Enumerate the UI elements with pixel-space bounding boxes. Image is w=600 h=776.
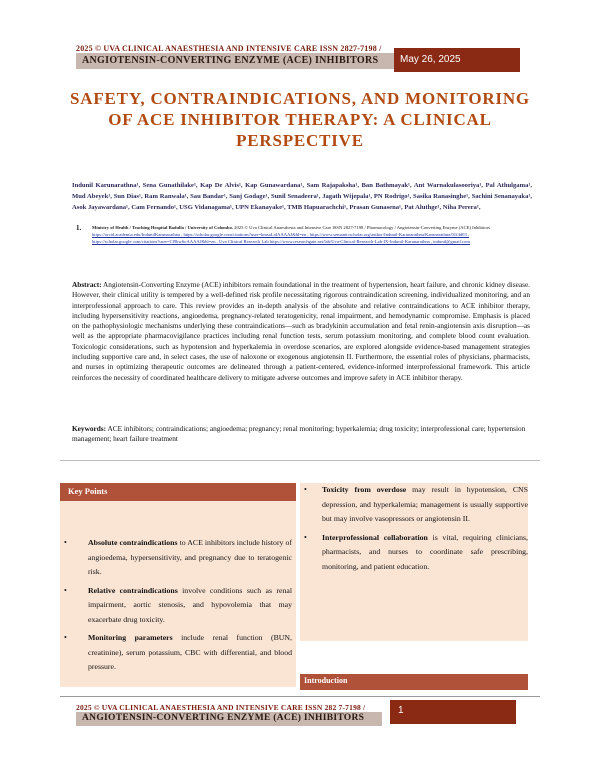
key-point-item xyxy=(60,536,292,580)
key-point-bold: Relative contraindications xyxy=(88,585,178,595)
page-number: 1 xyxy=(398,705,404,716)
key-point-text: include renal function (BUN, creatinine), serum potassium, CBC with differential, and blood pressure. xyxy=(88,633,292,671)
key-points-right-column xyxy=(300,483,528,578)
article-title xyxy=(60,88,540,151)
key-point-bold: Toxicity from overdose xyxy=(322,485,407,494)
affiliation-number: 1. xyxy=(76,224,82,232)
introduction-heading: Introduction xyxy=(304,676,348,685)
keywords-text: ACE inhibitors; contraindications; angioedema; pregnancy; renal monitoring; hyperkalemia; drug toxicity; interprofessional care; hypertension management; heart failure treatment xyxy=(72,424,526,444)
abstract-label: Abstract: xyxy=(72,280,102,289)
key-point-text: is vital, requiring clinicians, pharmacists, and nurses to coordinate safe prescribing, monitoring, and patient education. xyxy=(322,532,528,571)
affiliation-block xyxy=(92,224,532,245)
affiliation-journal: 2025 © Uva Clinical Anaesthesia and Intensive Care ISSN 2827-7198 / Pharmacology / Angiotensin-Converting Enzyme (ACE) Inhibitors xyxy=(234,225,491,230)
title-line-2: OF ACE INHIBITOR THERAPY: A CLINICAL xyxy=(108,110,492,129)
abstract xyxy=(72,280,530,383)
title-line-3: PERSPECTIVE xyxy=(236,131,364,150)
header-date: May 26, 2025 xyxy=(400,54,461,65)
key-point-text: to ACE inhibitors include history of angioedema, hypersensitivity, and pregnancy due to teratogenic risk. xyxy=(88,538,292,576)
author-list: Indunil Karunarathna¹, Sena Gunathilake¹, Kap De Alvis¹, Kap Gunawardana¹, Sam Rajapaksha¹, Ban Bathmayak¹, Ant Warnakulasooriya¹, Pal Athulgama¹, Mud Abeyek¹, Sun Dias¹, Ram Ranwala¹, Sau Bandar¹, Sanj Godage¹, Sunil Senadeera¹, Jagath Wijepala¹, PN Rodrigo¹, Sasika Ranasinghe¹, Sachini Senanayaka¹, Asok Jayawardana¹, Cam Fernando¹, USG Vidanagama¹, UPN Ekanayake¹, TMB Hapuarachchi¹, Prasan Gunasena¹, Pat Aluthge¹, Niha Perera¹, xyxy=(72,182,532,211)
bullet-icon: • xyxy=(64,633,67,642)
bullet-icon: • xyxy=(64,585,67,595)
footer-divider xyxy=(60,696,540,697)
affiliation-links[interactable]: https://orcid.academia.edu/IndunilKarunarathna , https://scholar.google.com/citations?user=kmsaLaIAAAAJ&hl=en , https://www.semanticscholar.org/author/Indunil-Karunarathna/Karunarathna/01f4d03 , https://scholar.google.com/citations?user=Cl9kw6oAAAAJ&hl=en , Uva Clinical Research Lab https://www.researchgate.net/lab/Uva-Clinical-Research-Lab-IX-Indunil-Karunarathna , indunil@gmail.com xyxy=(92,232,470,244)
abstract-text: Angiotensin-Converting Enzyme (ACE) inhibitors remain foundational in the treatment of hypertension, heart failure, and chronic kidney disease. However, their clinical utility is tempered by a well-defined risk profile necessitating rigorous contraindication screening, individualized monitoring, and an interprofessional approach to care. This review provides an in-depth analysis of the absolute and relative contraindications to ACE inhibitor therapy, including hypersensitivity reactions, angioedema, pregnancy-related teratogenicity, renal impairment, and hemodynamic compromise. Emphasis is placed on the pathophysiologic mechanisms underlying these contraindications—such as bradykinin accumulation and fetal renin-angiotensin axis disruption—as well as the appropriate pharmacovigilance practices including renal function tests, serum potassium monitoring, and complete blood count evaluation. Toxicologic considerations, such as hypotension and hyperkalemia in overdose scenarios, are explored alongside evidence-based management strategies including supportive care and, in select cases, the use of naloxone or exogenous angiotensin II. Furthermore, the essential roles of physicians, pharmacists, and nurses in optimizing therapeutic outcomes are delineated through a patient-centered, evidence-informed interprofessional framework. This article reinforces the necessity of coordinated healthcare delivery to mitigate adverse outcomes and improve safety in ACE inhibitor therapy. xyxy=(72,280,531,382)
header-running-title: ANGIOTENSIN-CONVERTING ENZYME (ACE) INHIBITORS xyxy=(82,55,379,66)
footer-running-title: ANGIOTENSIN-CONVERTING ENZYME (ACE) INHIBITORS xyxy=(82,713,365,723)
title-line-1: SAFETY, CONTRAINDICATIONS, AND MONITORING xyxy=(70,89,530,108)
bullet-icon: • xyxy=(304,532,307,542)
key-point-item xyxy=(300,531,528,575)
affiliation-main: Ministry of Health / Teaching Hospital Badulla / University of Colombo. xyxy=(92,225,234,230)
section-divider xyxy=(60,460,540,461)
bullet-icon: • xyxy=(64,538,67,547)
keywords xyxy=(72,424,530,445)
key-point-text: may result in hypotension, CNS depression, and hyperkalemia; management is usually supportive but may involve vasopressors or angiotensin II. xyxy=(322,485,528,523)
keywords-label: Keywords: xyxy=(72,424,107,433)
key-point-bold: Interprofessional collaboration xyxy=(322,532,428,542)
key-point-item xyxy=(60,584,292,628)
key-point-bold: Monitoring parameters xyxy=(88,633,173,642)
page-number-box xyxy=(390,700,516,724)
bullet-icon: • xyxy=(304,485,307,494)
key-point-item xyxy=(300,483,528,527)
key-point-text: involve conditions such as renal impairment, aortic stenosis, and hypovolemia that may exacerbate drug toxicity. xyxy=(88,585,292,624)
footer-copyright: 2025 © UVA CLINICAL ANAESTHESIA AND INTENSIVE CARE ISSN 282 7-7198 / xyxy=(76,703,366,712)
header-copyright: 2025 © UVA CLINICAL ANAESTHESIA AND INTENSIVE CARE ISSN 2827-7198 / xyxy=(76,44,382,53)
key-point-item xyxy=(60,631,292,675)
key-points-heading: Key Points xyxy=(68,486,108,496)
key-point-bold: Absolute contraindications xyxy=(88,538,178,547)
